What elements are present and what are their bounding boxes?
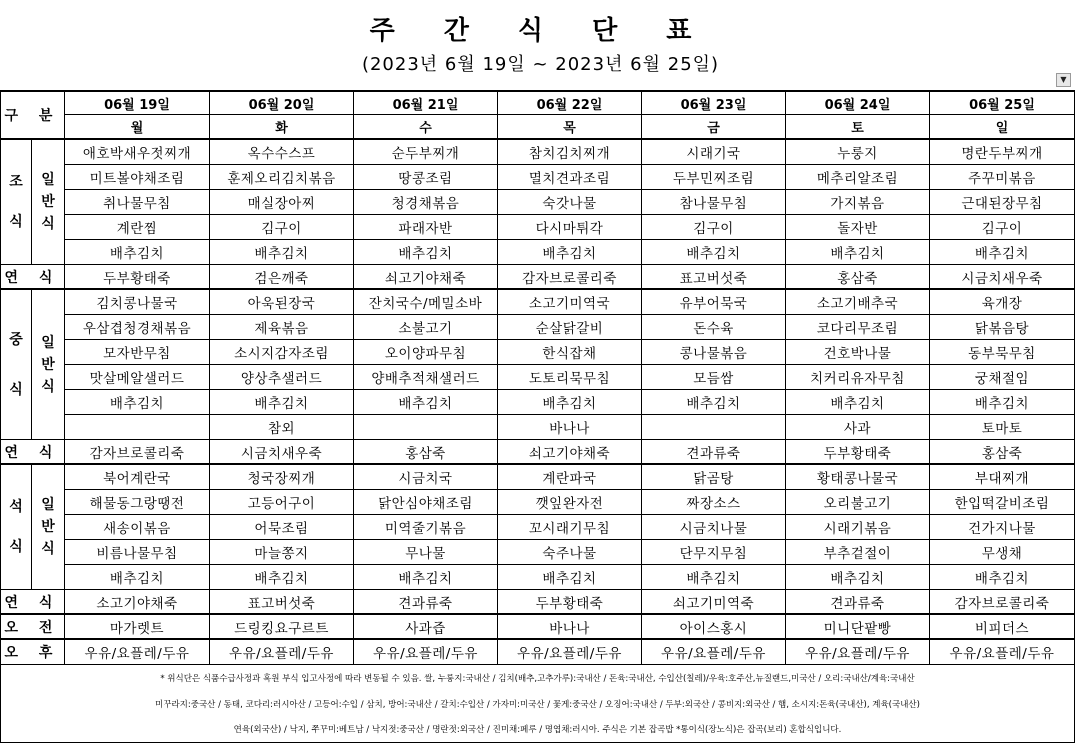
lunch-porridge-item: 쇠고기야채죽 — [498, 440, 642, 465]
breakfast-sublabel-char: 반 — [41, 194, 55, 210]
lunch-menu-item: 모자반무침 — [65, 340, 210, 365]
dinner-menu-item: 부추겉절이 — [786, 540, 930, 565]
breakfast-menu-item: 매실장아찌 — [210, 190, 354, 215]
dinner-menu-item: 무나물 — [354, 540, 498, 565]
breakfast-porridge-item: 감자브로콜리죽 — [498, 265, 642, 290]
am-snack-item: 사과즙 — [354, 615, 498, 640]
dinner-porridge-item: 견과류죽 — [354, 590, 498, 615]
day-date-header: 06월 23일 — [642, 90, 786, 115]
am-snack-item: 마가렛트 — [65, 615, 210, 640]
dinner-menu-item: 꼬시래기무침 — [498, 515, 642, 540]
lunch-menu-item: 소시지감자조림 — [210, 340, 354, 365]
breakfast-menu-item: 다시마튀각 — [498, 215, 642, 240]
pm-snack-label: 오 후 — [0, 640, 65, 665]
lunch-menu-item: 배추김치 — [65, 390, 210, 415]
am-snack-item: 미니단팥빵 — [786, 615, 930, 640]
breakfast-menu-item: 근대된장무침 — [930, 190, 1075, 215]
day-date-header: 06월 22일 — [498, 90, 642, 115]
dinner-menu-item: 배추김치 — [65, 565, 210, 590]
breakfast-menu-item: 김구이 — [642, 215, 786, 240]
lunch-menu-item: 배추김치 — [786, 390, 930, 415]
lunch-menu-item: 한식잡채 — [498, 340, 642, 365]
day-date-header: 06월 24일 — [786, 90, 930, 115]
lunch-menu-item: 배추김치 — [210, 390, 354, 415]
breakfast-label-char: 식 — [9, 214, 23, 230]
dinner-label — [0, 465, 32, 590]
dinner-menu-item: 해물동그랑땡전 — [65, 490, 210, 515]
lunch-menu-item: 김치콩나물국 — [65, 290, 210, 315]
pm-snack-item: 우유/요플레/두유 — [930, 640, 1075, 665]
lunch-sublabel-char: 반 — [41, 356, 55, 373]
dinner-menu-item: 배추김치 — [354, 565, 498, 590]
dinner-porridge-item: 쇠고기미역죽 — [642, 590, 786, 615]
breakfast-menu-item: 주꾸미볶음 — [930, 165, 1075, 190]
day-date-header: 06월 20일 — [210, 90, 354, 115]
lunch-menu-item: 육개장 — [930, 290, 1075, 315]
dinner-menu-item: 깻잎완자전 — [498, 490, 642, 515]
lunch-menu-item: 돈수육 — [642, 315, 786, 340]
lunch-menu-item: 아욱된장국 — [210, 290, 354, 315]
lunch-porridge-item: 두부황태죽 — [786, 440, 930, 465]
breakfast-porridge-item: 쇠고기야채죽 — [354, 265, 498, 290]
lunch-porridge-label: 연 식 — [0, 440, 65, 465]
dinner-porridge-label: 연 식 — [0, 590, 65, 615]
dinner-porridge-item: 표고버섯죽 — [210, 590, 354, 615]
dinner-menu-item: 부대찌개 — [930, 465, 1075, 490]
lunch-menu-item: 코다리무조림 — [786, 315, 930, 340]
dinner-menu-item: 닭안심야채조림 — [354, 490, 498, 515]
breakfast-menu-item: 미트볼야채조림 — [65, 165, 210, 190]
dinner-menu-item: 마늘쫑지 — [210, 540, 354, 565]
lunch-menu-item: 참외 — [210, 415, 354, 440]
dinner-menu-item: 미역줄기볶음 — [354, 515, 498, 540]
dinner-menu-item: 짜장소스 — [642, 490, 786, 515]
breakfast-porridge-item: 홍삼죽 — [786, 265, 930, 290]
lunch-menu-item: 토마토 — [930, 415, 1075, 440]
lunch-menu-item: 바나나 — [498, 415, 642, 440]
lunch-porridge-item: 홍삼죽 — [930, 440, 1075, 465]
breakfast-menu-item: 메추리알조림 — [786, 165, 930, 190]
dinner-menu-item: 어묵조림 — [210, 515, 354, 540]
lunch-menu-item: 오이양파무침 — [354, 340, 498, 365]
breakfast-menu-item: 명란두부찌개 — [930, 140, 1075, 165]
lunch-porridge-item: 견과류죽 — [642, 440, 786, 465]
dinner-menu-item: 무생채 — [930, 540, 1075, 565]
lunch-menu-item: 소고기배추국 — [786, 290, 930, 315]
lunch-menu-item: 배추김치 — [930, 390, 1075, 415]
day-name-header: 수 — [354, 115, 498, 140]
lunch-menu-item — [354, 415, 498, 440]
lunch-menu-item: 치커리유자무침 — [786, 365, 930, 390]
breakfast-menu-item: 배추김치 — [210, 240, 354, 265]
am-snack-item: 드링킹요구르트 — [210, 615, 354, 640]
lunch-menu-item: 순살닭갈비 — [498, 315, 642, 340]
dinner-menu-item: 배추김치 — [930, 565, 1075, 590]
dropdown-arrow-icon[interactable]: ▼ — [1056, 73, 1071, 87]
pm-snack-item: 우유/요플레/두유 — [786, 640, 930, 665]
lunch-menu-item: 궁채절임 — [930, 365, 1075, 390]
lunch-menu-item: 닭볶음탕 — [930, 315, 1075, 340]
pm-snack-item: 우유/요플레/두유 — [642, 640, 786, 665]
dinner-porridge-item: 견과류죽 — [786, 590, 930, 615]
lunch-menu-item: 배추김치 — [642, 390, 786, 415]
day-name-header: 목 — [498, 115, 642, 140]
am-snack-item: 바나나 — [498, 615, 642, 640]
lunch-menu-item — [642, 415, 786, 440]
dinner-menu-item: 단무지무침 — [642, 540, 786, 565]
menu-table — [0, 90, 1075, 664]
am-snack-label: 오 전 — [0, 615, 65, 640]
breakfast-menu-item: 배추김치 — [354, 240, 498, 265]
lunch-menu-item: 맛살메알샐러드 — [65, 365, 210, 390]
breakfast-menu-item: 배추김치 — [498, 240, 642, 265]
breakfast-menu-item: 가지볶음 — [786, 190, 930, 215]
dinner-porridge-item: 소고기야채죽 — [65, 590, 210, 615]
lunch-menu-item: 콩나물볶음 — [642, 340, 786, 365]
day-name-header: 화 — [210, 115, 354, 140]
lunch-sublabel — [32, 290, 65, 440]
dinner-menu-item: 배추김치 — [498, 565, 642, 590]
day-name-header: 월 — [65, 115, 210, 140]
dinner-menu-item: 황태콩나물국 — [786, 465, 930, 490]
dinner-menu-item: 한입떡갈비조림 — [930, 490, 1075, 515]
breakfast-menu-item: 누룽지 — [786, 140, 930, 165]
breakfast-menu-item: 파래자반 — [354, 215, 498, 240]
lunch-menu-item: 양배추적채샐러드 — [354, 365, 498, 390]
breakfast-menu-item: 멸치견과조림 — [498, 165, 642, 190]
lunch-sublabel-char: 일 — [41, 334, 55, 351]
breakfast-porridge-item: 시금치새우죽 — [930, 265, 1075, 290]
dinner-menu-item: 청국장찌개 — [210, 465, 354, 490]
lunch-porridge-item: 시금치새우죽 — [210, 440, 354, 465]
lunch-porridge-item: 감자브로콜리죽 — [65, 440, 210, 465]
date-range: (2023년 6월 19일 ~ 2023년 6월 25일) — [361, 54, 720, 75]
lunch-menu-item: 모듬쌈 — [642, 365, 786, 390]
lunch-porridge-item: 홍삼죽 — [354, 440, 498, 465]
page-title: 주 간 식 단 표 — [369, 16, 712, 46]
dinner-menu-item: 배추김치 — [210, 565, 354, 590]
lunch-menu-item: 건호박나물 — [786, 340, 930, 365]
breakfast-menu-item: 시래기국 — [642, 140, 786, 165]
lunch-menu-item: 배추김치 — [498, 390, 642, 415]
breakfast-menu-item: 훈제오리김치볶음 — [210, 165, 354, 190]
dinner-menu-item: 시금치국 — [354, 465, 498, 490]
breakfast-label — [0, 140, 32, 265]
lunch-label-char: 식 — [9, 381, 23, 398]
lunch-menu-item: 잔치국수/메밀소바 — [354, 290, 498, 315]
breakfast-menu-item: 참나물무침 — [642, 190, 786, 215]
breakfast-label-char: 조 — [9, 174, 23, 190]
breakfast-menu-item: 옥수수스프 — [210, 140, 354, 165]
breakfast-sublabel — [32, 140, 65, 265]
breakfast-menu-item: 순두부찌개 — [354, 140, 498, 165]
dinner-menu-item: 시래기볶음 — [786, 515, 930, 540]
lunch-menu-item: 소불고기 — [354, 315, 498, 340]
lunch-menu-item: 소고기미역국 — [498, 290, 642, 315]
lunch-menu-item — [65, 415, 210, 440]
dinner-porridge-item: 두부황태죽 — [498, 590, 642, 615]
lunch-menu-item: 우삼겹청경채볶음 — [65, 315, 210, 340]
lunch-menu-item: 양상추샐러드 — [210, 365, 354, 390]
breakfast-menu-item: 땅콩조림 — [354, 165, 498, 190]
pm-snack-item: 우유/요플레/두유 — [65, 640, 210, 665]
dinner-menu-item: 계란파국 — [498, 465, 642, 490]
am-snack-item: 비피더스 — [930, 615, 1075, 640]
lunch-menu-item: 제육볶음 — [210, 315, 354, 340]
dinner-menu-item: 비름나물무침 — [65, 540, 210, 565]
breakfast-porridge-item: 표고버섯죽 — [642, 265, 786, 290]
pm-snack-item: 우유/요플레/두유 — [498, 640, 642, 665]
breakfast-menu-item: 배추김치 — [786, 240, 930, 265]
dinner-menu-item: 배추김치 — [642, 565, 786, 590]
dinner-sublabel — [32, 465, 65, 590]
dinner-menu-item: 시금치나물 — [642, 515, 786, 540]
dinner-menu-item: 숙주나물 — [498, 540, 642, 565]
lunch-menu-item: 배추김치 — [354, 390, 498, 415]
lunch-label-char: 중 — [9, 331, 23, 348]
breakfast-menu-item: 계란찜 — [65, 215, 210, 240]
breakfast-menu-item: 취나물무침 — [65, 190, 210, 215]
breakfast-menu-item: 김구이 — [210, 215, 354, 240]
day-name-header: 토 — [786, 115, 930, 140]
am-snack-item: 아이스홍시 — [642, 615, 786, 640]
lunch-menu-item: 동부묵무침 — [930, 340, 1075, 365]
day-date-header: 06월 25일 — [930, 90, 1075, 115]
header-category-label: 구 분 — [0, 90, 65, 140]
breakfast-porridge-label: 연 식 — [0, 265, 65, 290]
dinner-menu-item: 오리불고기 — [786, 490, 930, 515]
breakfast-sublabel-char: 식 — [41, 216, 55, 232]
lunch-label — [0, 290, 32, 440]
breakfast-porridge-item: 검은깨죽 — [210, 265, 354, 290]
dinner-sublabel-char: 식 — [41, 541, 55, 557]
breakfast-sublabel-char: 일 — [41, 172, 55, 188]
day-name-header: 일 — [930, 115, 1075, 140]
dinner-sublabel-char: 일 — [41, 497, 55, 513]
dinner-label-char: 식 — [9, 539, 23, 555]
pm-snack-item: 우유/요플레/두유 — [354, 640, 498, 665]
lunch-menu-item: 사과 — [786, 415, 930, 440]
breakfast-menu-item: 참치김치찌개 — [498, 140, 642, 165]
breakfast-porridge-item: 두부황태죽 — [65, 265, 210, 290]
dinner-menu-item: 닭곰탕 — [642, 465, 786, 490]
lunch-menu-item: 도토리묵무침 — [498, 365, 642, 390]
breakfast-menu-item: 숙갓나물 — [498, 190, 642, 215]
breakfast-menu-item: 김구이 — [930, 215, 1075, 240]
dinner-menu-item: 새송이볶음 — [65, 515, 210, 540]
breakfast-menu-item: 두부민찌조림 — [642, 165, 786, 190]
breakfast-menu-item: 배추김치 — [65, 240, 210, 265]
lunch-sublabel-char: 식 — [41, 378, 55, 395]
dinner-label-char: 석 — [9, 499, 23, 515]
breakfast-menu-item: 배추김치 — [930, 240, 1075, 265]
dinner-menu-item: 배추김치 — [786, 565, 930, 590]
dinner-porridge-item: 감자브로콜리죽 — [930, 590, 1075, 615]
origin-note: 연육(외국산) / 낙지, 쭈꾸미:베트남 / 낙지젓:중국산 / 명란젓:외국산 / 진미채:페루 / 명엽채:러시아. 주식은 기본 잡곡밥 *통이식(장노식)은 잡곡(보리) 혼합식입니다. — [233, 725, 842, 735]
dinner-menu-item: 북어계란국 — [65, 465, 210, 490]
dinner-sublabel-char: 반 — [41, 519, 55, 535]
notes-footer — [0, 664, 1075, 743]
day-date-header: 06월 19일 — [65, 90, 210, 115]
breakfast-menu-item: 돌자반 — [786, 215, 930, 240]
dinner-menu-item: 건가지나물 — [930, 515, 1075, 540]
day-date-header: 06월 21일 — [354, 90, 498, 115]
day-name-header: 금 — [642, 115, 786, 140]
pm-snack-item: 우유/요플레/두유 — [210, 640, 354, 665]
dinner-menu-item: 고등어구이 — [210, 490, 354, 515]
breakfast-menu-item: 애호박새우젓찌개 — [65, 140, 210, 165]
breakfast-menu-item: 배추김치 — [642, 240, 786, 265]
origin-note: 미꾸라지:중국산 / 동태, 코다리:러시아산 / 고등어:수입 / 삼치, 방어:국내산 / 갈치:수입산 / 가자미:미국산 / 꽃게:중국산 / 오징어:국내산 / 두부:외국산 / 콩비지:외국산 / 햄, 소시지:돈육(국내산), 계육(국내산) — [155, 700, 920, 710]
lunch-menu-item: 유부어묵국 — [642, 290, 786, 315]
origin-note: * 위식단은 식품수급사정과 혹원 부식 입고사정에 따라 변동될 수 있음. 쌀, 누룽지:국내산 / 김치(배추,고추가루):국내산 / 돈육:국내산, 수입산(칠레)/우육:호주산,뉴질랜드,미국산 / 오리:국내산/계육:국내산 — [160, 674, 915, 684]
breakfast-menu-item: 청경채볶음 — [354, 190, 498, 215]
